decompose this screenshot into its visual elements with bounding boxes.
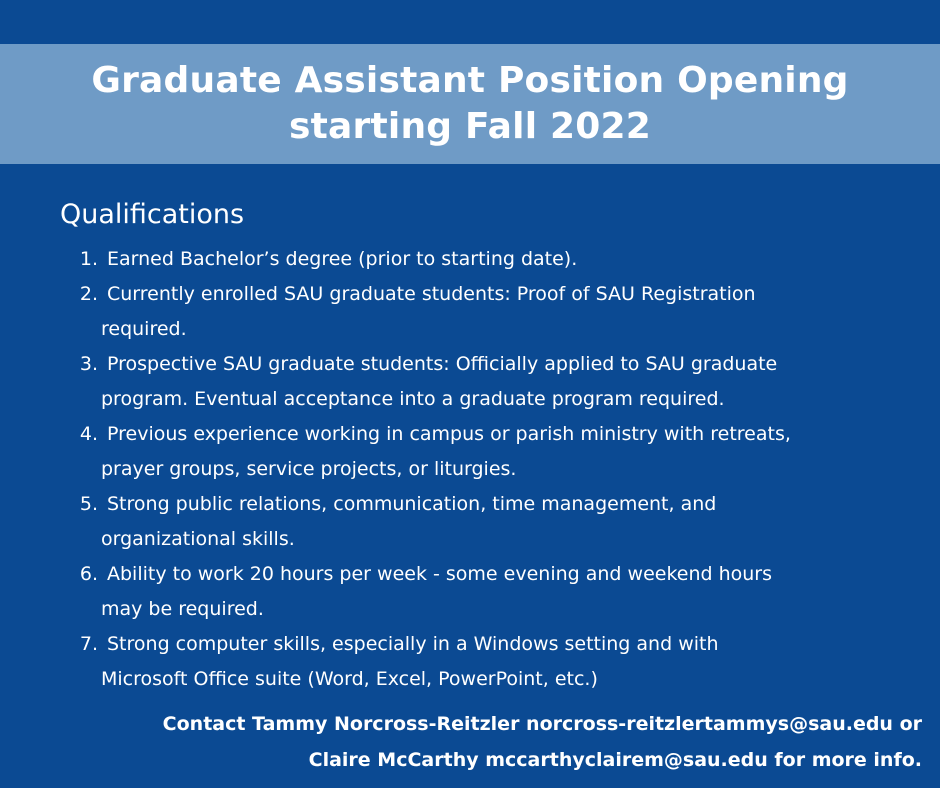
qualification-item bbox=[72, 557, 922, 627]
qualification-item bbox=[72, 627, 922, 697]
qualification-text: Ability to work 20 hours per week - some evening and weekend hours bbox=[107, 563, 773, 585]
qualification-text: Strong public relations, communication, time management, and bbox=[107, 493, 717, 515]
qualification-item bbox=[72, 487, 922, 557]
title-banner bbox=[0, 44, 940, 164]
qualification-number: 6. bbox=[79, 563, 98, 585]
qualification-number: 4. bbox=[79, 423, 98, 445]
qualification-text: Previous experience working in campus or parish ministry with retreats, bbox=[107, 423, 791, 445]
qualification-number: 3. bbox=[79, 353, 98, 375]
qualification-number: 7. bbox=[79, 633, 98, 655]
qualifications-heading: Qualifications bbox=[60, 199, 245, 230]
page-title-line-2: starting Fall 2022 bbox=[289, 106, 651, 147]
qualification-text-continued: organizational skills. bbox=[101, 528, 295, 550]
qualification-text-continued: program. Eventual acceptance into a graduate program required. bbox=[101, 388, 725, 410]
qualification-item bbox=[72, 347, 922, 417]
qualification-text-continued: may be required. bbox=[101, 598, 264, 620]
qualification-number: 2. bbox=[79, 283, 98, 305]
page-title-line-1: Graduate Assistant Position Opening bbox=[91, 60, 849, 101]
qualification-text: Prospective SAU graduate students: Officially applied to SAU graduate bbox=[107, 353, 778, 375]
contact-line-2: Claire McCarthy mccarthyclairem@sau.edu for more info. bbox=[308, 749, 922, 771]
qualification-text: Strong computer skills, especially in a Windows setting and with bbox=[107, 633, 719, 655]
qualification-number: 5. bbox=[79, 493, 98, 515]
qualifications-list bbox=[72, 242, 922, 697]
contact-info bbox=[163, 706, 922, 778]
contact-line-1: Contact Tammy Norcross-Reitzler norcross-reitzlertammys@sau.edu or bbox=[162, 713, 922, 735]
qualification-item bbox=[72, 242, 922, 277]
qualification-item bbox=[72, 417, 922, 487]
qualification-text: Currently enrolled SAU graduate students: Proof of SAU Registration bbox=[107, 283, 756, 305]
qualification-text-continued: Microsoft Office suite (Word, Excel, PowerPoint, etc.) bbox=[101, 668, 598, 690]
qualification-text: Earned Bachelor’s degree (prior to starting date). bbox=[107, 248, 578, 270]
qualification-item bbox=[72, 277, 922, 347]
qualification-number: 1. bbox=[79, 248, 98, 270]
qualification-text-continued: prayer groups, service projects, or liturgies. bbox=[101, 458, 517, 480]
qualification-text-continued: required. bbox=[101, 318, 187, 340]
